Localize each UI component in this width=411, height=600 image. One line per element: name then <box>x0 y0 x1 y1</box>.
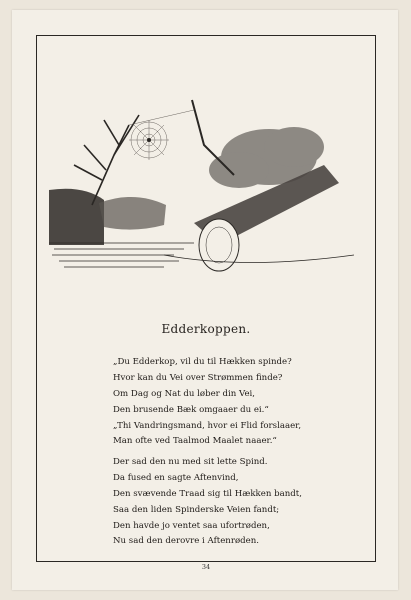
poem-line: Den havde jo ventet saa ufortrøden, <box>113 520 270 531</box>
stream-water <box>49 243 194 267</box>
poem-line: Nu sad den derovre i Aftenrøden. <box>113 536 259 547</box>
poem-title: Edderkoppen. <box>161 322 251 336</box>
poem-line: Saa den liden Spinderske Veien fandt; <box>113 504 280 515</box>
spider-web <box>129 110 194 160</box>
poem-line: Den svævende Traad sig til Hækken bandt, <box>113 488 302 499</box>
stone <box>99 197 166 230</box>
poem-line: Om Dag og Nat du løber din Vei, <box>113 388 256 399</box>
poem-line: „Thi Vandringsmand, hvor ei Flid forslaaer, <box>113 420 302 431</box>
poem-line: Man ofte ved Taalmod Maalet naaer.“ <box>113 436 277 447</box>
poem-line: „Du Edderkop, vil du til Hækken spinde? <box>113 357 292 367</box>
ground <box>164 255 354 263</box>
stanza-2 <box>113 455 373 550</box>
poem-line: Der sad den nu med sit lette Spind. <box>113 457 268 467</box>
engraving-illustration <box>44 95 364 290</box>
poem-line: Hvor kan du Vei over Strømmen finde? <box>113 372 283 383</box>
poem-line: Da fused en sagte Aftenvind, <box>113 472 239 483</box>
poem-line: Den brusende Bæk omgaaer du ei.“ <box>113 404 269 415</box>
stanza-1 <box>113 355 373 450</box>
spider <box>147 138 151 142</box>
page-number: 34 <box>201 563 211 571</box>
